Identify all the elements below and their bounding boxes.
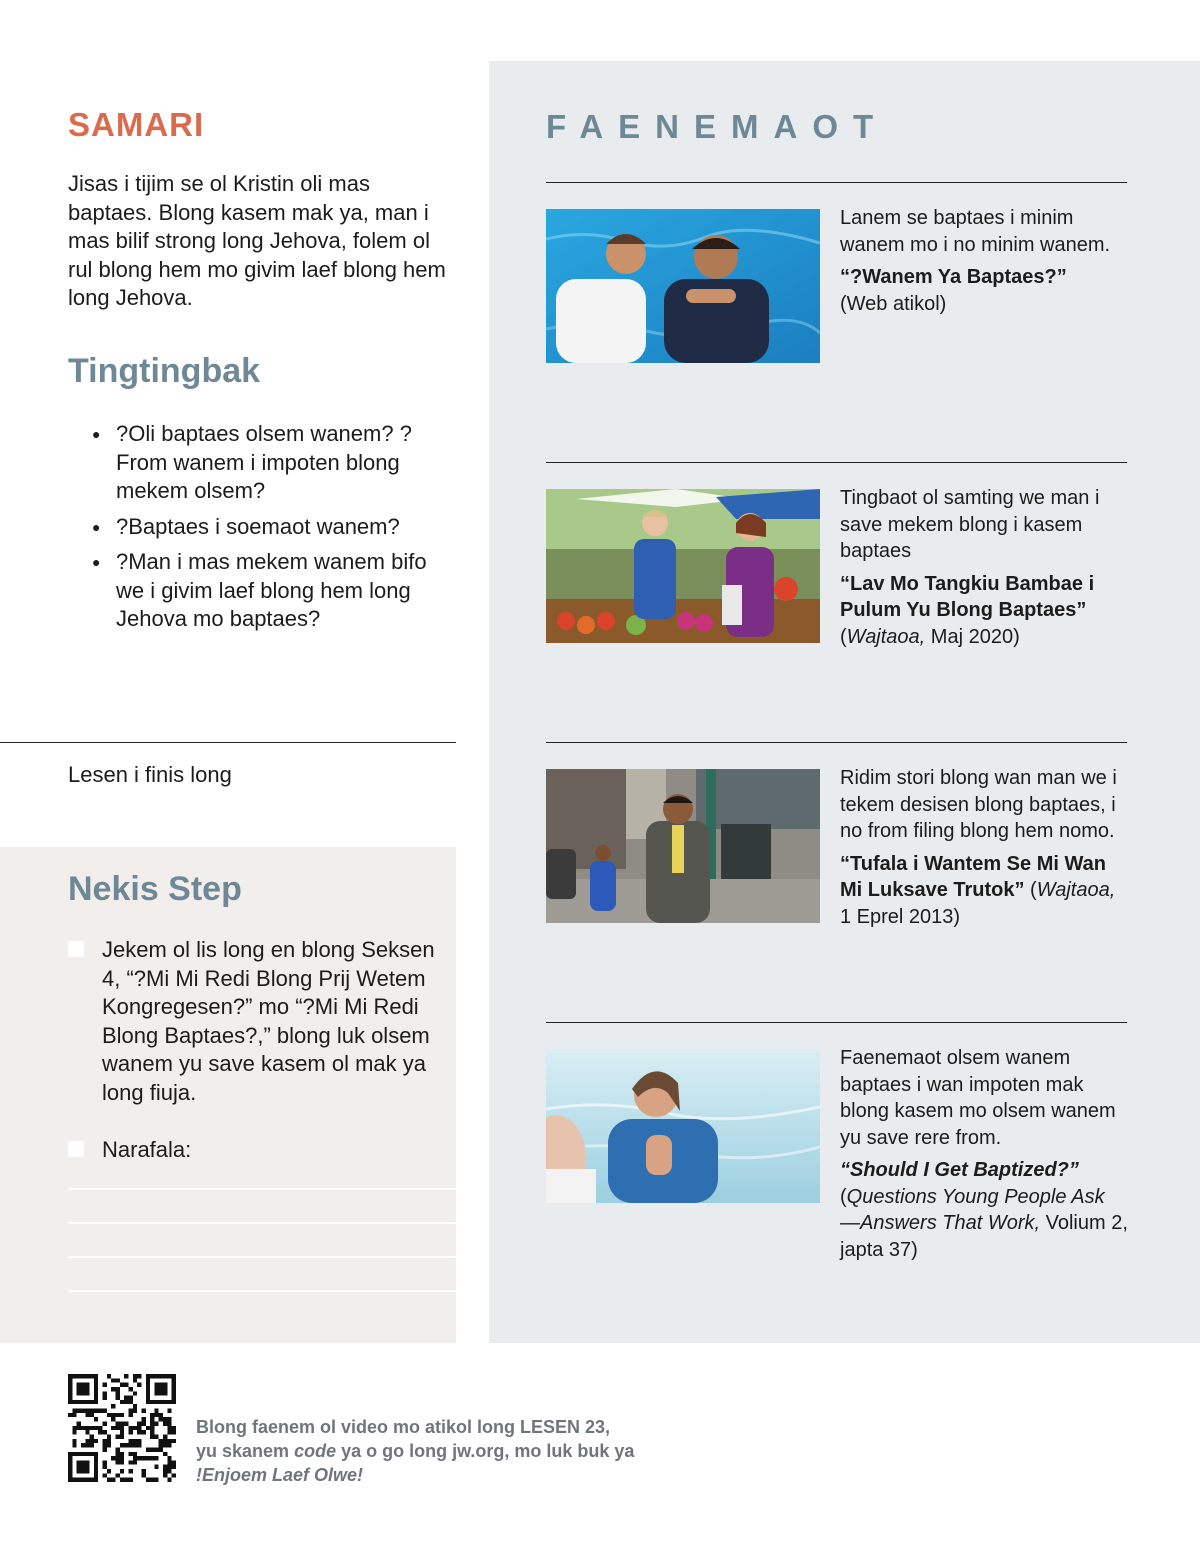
explore-heading: FAENEMAOT	[546, 108, 889, 145]
section-divider	[546, 182, 1127, 183]
explore-item-title[interactable]: “Should I Get Baptized?”	[840, 1159, 1079, 1181]
section-divider	[546, 462, 1127, 463]
write-in-line[interactable]	[68, 1188, 456, 1190]
summary-heading: SAMARI	[68, 106, 205, 143]
section-divider	[546, 742, 1127, 743]
footer-note: Blong faenem ol video mo atikol long LESEN 23, yu skanem code ya o go long jw.org, mo luk buk ya !Enjoem Laef Olwe!	[196, 1417, 635, 1485]
checklist-item-text: Jekem ol lis long en blong Seksen 4, “?Mi Mi Redi Blong Prij Wetem Kongregesen?” mo “?Mi Mi Redi Blong Baptaes?,” blong luk olsem wanem yu save kasem ol mak ya long fiuja.	[102, 937, 435, 1105]
checkbox[interactable]	[68, 1141, 84, 1157]
explore-item-description: Faenemaot olsem wanem baptaes i wan impoten mak blong kasem mo olsem wanem yu save rere from.	[840, 1047, 1116, 1149]
review-question: ● ?Man i mas mekem wanem bifo we i givim laef blong hem long Jehova mo baptaes?	[92, 548, 452, 634]
qr-code[interactable]	[68, 1374, 176, 1482]
section-divider	[546, 1022, 1127, 1023]
explore-item-source: (Questions Young People Ask —Answers That Work, Volium 2, japta 37)	[840, 1185, 1128, 1261]
checklist-item	[68, 1136, 448, 1165]
city-street-man-photo[interactable]	[546, 769, 820, 923]
review-question-list	[92, 420, 452, 641]
explore-item-source: (Web atikol)	[840, 292, 947, 315]
section-divider	[0, 742, 456, 743]
explore-item-description: Tingbaot ol samting we man i save mekem blong i kasem baptaes	[840, 487, 1100, 562]
baptism-young-woman-photo[interactable]	[546, 1049, 820, 1203]
explore-item-title[interactable]: “?Wanem Ya Baptaes?”	[840, 266, 1067, 288]
baptism-pool-photo[interactable]	[546, 209, 820, 363]
explore-item-title[interactable]: “Lav Mo Tangkiu Bambae i Pulum Yu Blong Baptaes”	[840, 572, 1095, 621]
checkbox[interactable]	[68, 941, 84, 957]
write-in-line[interactable]	[68, 1290, 456, 1292]
next-step-heading: Nekis Step	[68, 870, 242, 908]
qr-code-graphic	[68, 1374, 176, 1482]
review-question: ● ?Baptaes i soemaot wanem?	[92, 513, 452, 542]
checklist-item-text: Narafala:	[102, 1137, 192, 1162]
summary-text: Jisas i tijim se ol Kristin oli mas baptaes. Blong kasem mak ya, man i mas bilif strong long Jehova, folem ol rul blong hem mo givim laef blong hem long Jehova.	[68, 171, 446, 310]
explore-item-source: (Wajtaoa, Maj 2020)	[840, 625, 1020, 648]
checklist-item	[68, 936, 448, 1107]
explore-item	[840, 1045, 1130, 1263]
write-in-line[interactable]	[68, 1256, 456, 1258]
review-question: ● ?Oli baptaes olsem wanem? ?From wanem i impoten blong mekem olsem?	[92, 420, 452, 506]
review-heading: Tingtingbak	[68, 352, 261, 390]
lesson-finished-label: Lesen i finis long	[68, 762, 232, 787]
explore-item-description: Lanem se baptaes i minim wanem mo i no minim wanem.	[840, 207, 1111, 256]
market-conversation-photo[interactable]	[546, 489, 820, 643]
write-in-line[interactable]	[68, 1222, 456, 1224]
explore-item	[840, 485, 1130, 650]
explore-item	[840, 765, 1130, 930]
explore-item-title-source: “Tufala i Wantem Se Mi Wan Mi Luksave Trutok” (Wajtaoa, 1 Eprel 2013)	[840, 852, 1116, 928]
explore-item	[840, 205, 1130, 317]
explore-item-title[interactable]: “Tufala i Wantem Se Mi Wan Mi Luksave Trutok”	[840, 852, 1106, 901]
explore-item-description: Ridim stori blong wan man we i tekem desisen blong baptaes, i no from filing blong hem nomo.	[840, 767, 1117, 842]
